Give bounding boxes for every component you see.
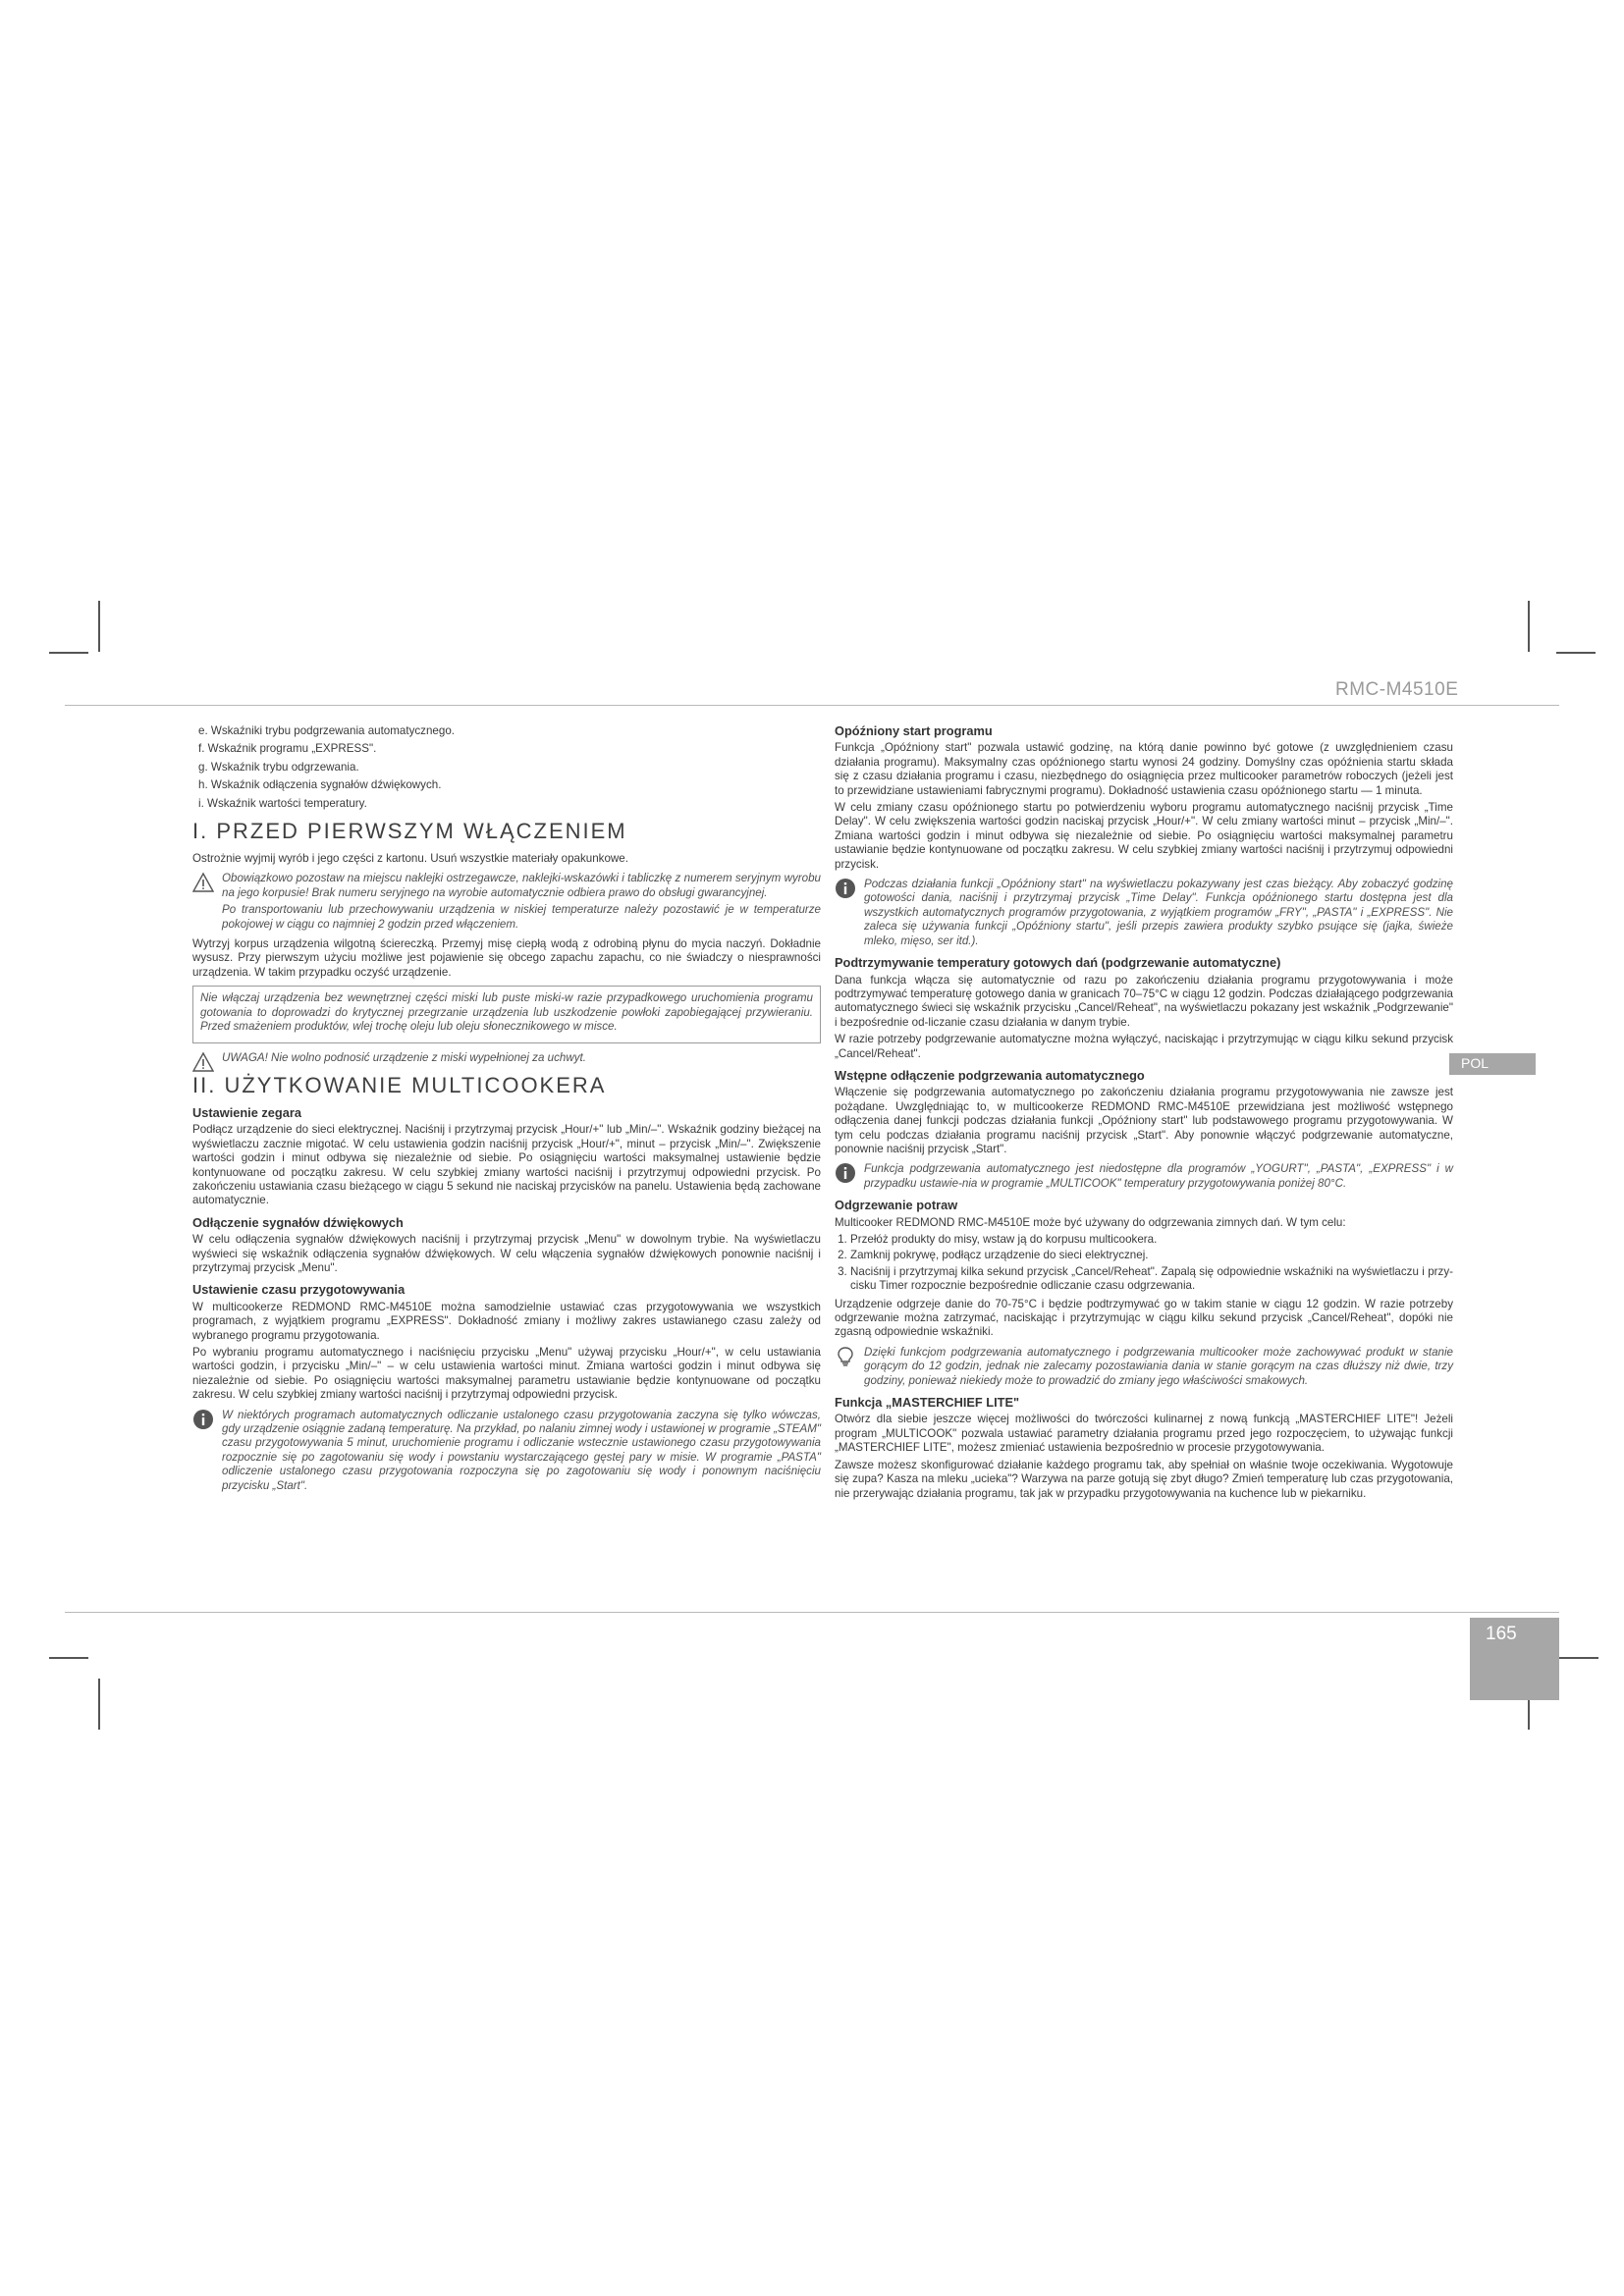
info-text: W niektórych programach automatycznych odliczanie ustalonego czasu przygotowania zaczyna się tylko wówczas, gdy urządzenie osiągnie zadaną temperaturę. Na przykład, po nalaniu zimnej wody i ustawionej w programie „STEAM" czasu przygotowywania 5 minut, uruchomienie programu i odliczanie wstecznie ustawionego czasu przygotowywania rozpocznie się po zagotowaniu się wody i powstaniu wystarczającego gęstej pary w misie. W programie „PASTA" odliczenie ustalonego czasu przygotowania rozpoczyna się po zagotowaniu się wody i ponownym naciśnięciu przycisku „Start". — [222, 1408, 821, 1492]
paragraph: W celu zmiany czasu opóźnionego startu po potwierdzeniu wyboru programu automatycznego naciśnij przycisk „Time Delay". W celu zwiększenia wartości godzin naciskaj przycisk „Hour/+". W celu zmiany wartości minut – przycisk „Min/–". Zmiana wartości godzin i minut odbywa się niezależnie od siebie. Po osiągnięciu wartości maksymalnej parametru ustawianie będzie kontynuowane od początku zakresu. W celu szybkiej zmiany wartości naciśnij i przytrzymuj odpowiedni przycisk. — [835, 801, 1453, 871]
indicator-list — [192, 724, 821, 811]
subsection-title: Funkcja „MASTERCHIEF LITE" — [835, 1395, 1020, 1411]
info-text: Podczas działania funkcji „Opóźniony start" na wyświetlaczu pokazywany jest czas bieżący. Aby zobaczyć godzinę gotowości dania, naciśnij i przytrzymaj przycisk „Time Delay". Funkcja opóźnionego startu dostępna jest dla wszystkich automatycznych programów przygotowania, z wyjątkiem programów „FRY", „PASTA" i „EXPRESS". Nie zaleca się używania funkcji „Opóźniony startu", jeśli przepis zawiera produkty szybko psujące się (jajka, świeże mleko, mięso, ser itd.). — [864, 878, 1453, 947]
subsection-title: Podtrzymywanie temperatury gotowych dań (podgrzewanie automatyczne) — [835, 955, 1281, 971]
list-item: e. Wskaźniki trybu podgrzewania automatycznego. — [198, 724, 455, 737]
list-item: i. Wskaźnik wartości temperatury. — [198, 796, 367, 810]
lightbulb-icon — [835, 1346, 856, 1367]
info-note — [835, 878, 1453, 948]
list-item: 2. Zamknij pokrywę, podłącz urządzenie do sieci elektrycznej. — [850, 1249, 1453, 1262]
language-tab-label: POL — [1461, 1055, 1489, 1071]
subsection-title: Odgrzewanie potraw — [835, 1198, 958, 1213]
header-rule — [65, 705, 1559, 706]
paragraph: W multicookerze REDMOND RMC-M4510E można samodzielnie ustawiać czas przygotowywania we wszystkich programach, z wyjątkiem programu „EXPRESS". Dokładność zmiany i możliwy zakres ustawianego czasu zależy od wybranego programu przygotowania. — [192, 1300, 821, 1342]
info-icon — [835, 878, 856, 899]
boxed-warning — [192, 986, 821, 1042]
crop-mark — [98, 1679, 100, 1730]
info-icon — [192, 1409, 214, 1430]
crop-mark — [1528, 601, 1530, 652]
paragraph: Podłącz urządzenie do sieci elektrycznej. Naciśnij i przytrzymaj przycisk „Hour/+" lub „Min/–". Wskaźnik godziny bieżącej na wyświetlaczu zacznie migotać. W celu ustawienia godzin naciśnij przycisk „Hour/+", minut – przycisk „Min/–". Zwiększenie wartości godzin i minut odbywa się niezależnie od siebie. Po osiągnięciu wartości maksymalnej ustawienie będzie kontynuowane od początku zakresu. W celu szybkiej zmiany wartości naciśnij i przytrzymuj odpowiedni przycisk. Po zakończeniu ustawiania czasu bieżącego w ciągu 5 sekund nie naciskaj przycisków na panelu. Ustawienia będą zachowane automatycznie. — [192, 1123, 821, 1207]
info-icon — [835, 1162, 856, 1184]
subsection-title: Odłączenie sygnałów dźwiękowych — [192, 1214, 404, 1230]
crop-mark — [1559, 1657, 1598, 1659]
boxed-warning-text: Nie włączaj urządzenia bez wewnętrznej części miski lub puste miski-w razie przypadkowego uruchomienia programu gotowania to doprowadzi do krytycznej przegrzanie urządzenia lub uszkodzenie powłoki zapobiegającej przywieraniu. Przed smażeniem produktów, wlej trochę oleju lub oleju słonecznikowego w misce. — [200, 991, 813, 1034]
tip-note — [835, 1346, 1453, 1388]
paragraph: Po wybraniu programu automatycznego i naciśnięciu przycisku „Menu" używaj przycisku „Hour/+", w celu ustawiania wartości godzin, i przycisku „Min/–" – w celu ustawienia wartości minut. Zmiana wartości godzin i minut odbywa się niezależnie od siebie. Po osiągnięciu wartości maksymalnej parametru ustawianie będzie kontynuowane od początku zakresu. W celu szybkiej zmiany wartości naciśnij i przytrzymaj odpowiedni przycisk. — [192, 1346, 821, 1402]
info-text: Funkcja podgrzewania automatycznego jest niedostępne dla programów „YOGURT", „PASTA", „EXPRESS" i w przypadku ustawie-nia w programie „MULTICOOK" temperatury przygotowywania poniżej 80°C. — [864, 1162, 1453, 1190]
paragraph: Ostrożnie wyjmij wyrób i jego części z kartonu. Usuń wszystkie materiały opakunkowe. — [192, 852, 628, 866]
section-title: II. UŻYTKOWANIE MULTICOOKERA — [192, 1072, 607, 1097]
list-item: g. Wskaźnik trybu odgrzewania. — [198, 760, 359, 774]
warning-text: Po transportowaniu lub przechowywaniu urządzenia w niskiej temperaturze należy pozostawić je w temperaturze pokojowej w ciągu co najmniej 2 godzin przed włączeniem. — [222, 903, 821, 931]
model-header: RMC-M4510E — [1335, 679, 1459, 700]
warning-icon — [192, 1051, 214, 1073]
subsection-title: Wstępne odłączenie podgrzewania automatycznego — [835, 1067, 1145, 1083]
paragraph: Dana funkcja włącza się automatycznie od razu po zakończeniu działania programu przygotowywania i może podtrzymywać temperaturę gotowego dania w granicach 70–75°C w ciągu 12 godzin. Podczas działającego podgrzewania automatycznego świeci się wskaźnik przycisku „Cancel/Reheat", na wyświetlaczu pokazany jest wskaźnik „Podgrzewanie" i bezpośrednie od-liczanie czasu działania w danym trybie. — [835, 973, 1453, 1029]
section-title: I. PRZED PIERWSZYM WŁĄCZENIEM — [192, 819, 627, 844]
subsection-title: Ustawienie zegara — [192, 1104, 301, 1120]
right-column — [835, 724, 1453, 1504]
paragraph: Otwórz dla siebie jeszcze więcej możliwości do twórczości kulinarnej z nową funkcją „MASTERCHIEF LITE"! Jeżeli program „MULTICOOK" pozwala ustawiać parametry działania programu przed jego rozpoczęciem, to używając funkcji „MASTERCHIEF LITE", możesz zmieniać ustawienia bezpośrednio w procesie przygotowywania. — [835, 1413, 1453, 1455]
tip-text: Dzięki funkcjom podgrzewania automatycznego i podgrzewania multicooker może zachowywać produkt w stanie gorącym do 12 godzin, jednak nie zalecamy pozostawiania dania w stanie gorącym na czas dłuższy niż dwie, trzy godziny, ponieważ niekiedy może to prowadzić do zmiany jego właściwości smakowych. — [864, 1345, 1453, 1387]
paragraph: Multicooker REDMOND RMC-M4510E może być używany do odgrzewania zimnych dań. W tym celu: — [835, 1215, 1346, 1229]
paragraph: Funkcja „Opóźniony start" pozwala ustawić godzinę, na którą danie powinno być gotowe (z uwzględnieniem czasu działania programu). Maksymalny czas opóźnionego startu wynosi 24 godziny. Domyślny czas opóźnienia startu składa się z czasu działania programu i czasu, niezbędnego do osiągnięcia przez multicooker parametrów roboczych (jeżeli jest to przewidziane ustawieniami fabrycznymi programu). Dokładność ustawienia czasu opóźnionego startu — 1 minuta. — [835, 741, 1453, 797]
page-number: 165 — [1486, 1624, 1517, 1644]
warning-text: UWAGA! Nie wolno podnosić urządzenie z miski wypełnionej za uchwyt. — [222, 1050, 586, 1064]
list-item: f. Wskaźnik programu „EXPRESS". — [198, 742, 377, 756]
warning-text: Obowiązkowo pozostaw na miejscu naklejki ostrzegawcze, naklejki-wskazówki i tabliczkę z numerem seryjnym wyrobu na jego korpusie! Brak numeru seryjnego na wyrobie automatycznie odbiera prawo do obsługi gwarancyjnej. — [222, 872, 821, 899]
warning-note — [192, 1051, 821, 1065]
left-column — [192, 724, 821, 1499]
paragraph: Włączenie się podgrzewania automatycznego po zakończeniu działania programu przygotowywania nie zawsze jest pożądane. Uwzględniając to, w multicookerze REDMOND RMC-M4510E przewidziana jest możliwość wstępnego odłączenia danej funkcji podczas działania funkcji „Opóźniony start" lub podstawowego programu przygotowywania. W tym celu podczas działania programu naciśnij przycisk „Start". Aby ponownie włączyć podgrzewanie automatyczne, ponownie naciśnij przycisk „Start". — [835, 1086, 1453, 1155]
reheat-steps — [835, 1233, 1453, 1294]
list-item: 3. Naciśnij i przytrzymaj kilka sekund przycisk „Cancel/Reheat". Zapalą się odpowiednie wskaźniki na wyświetlaczu i przy-cisku Timer rozpocznie bezpośrednie odliczanie czasu odgrzewania. — [850, 1265, 1453, 1294]
subsection-title: Opóźniony start programu — [835, 723, 993, 738]
list-item: 1. Przełóż produkty do misy, wstaw ją do korpusu multicookera. — [850, 1233, 1453, 1247]
language-tab — [1449, 1053, 1536, 1075]
footer-rule — [65, 1612, 1559, 1613]
paragraph: Urządzenie odgrzeje danie do 70-75°C i będzie podtrzymywać go w takim stanie w ciągu 12 godzin. W razie potrzeby odgrzewanie można zatrzymać, naciskając i przytrzymując w ciągu kilku sekund przycisk „Cancel/Reheat", dopóki nie zgasną odpowiednie wskaźniki. — [835, 1297, 1453, 1339]
subsection-title: Ustawienie czasu przygotowywania — [192, 1282, 406, 1298]
paragraph: W celu odłączenia sygnałów dźwiękowych naciśnij i przytrzymaj przycisk „Menu" w dowolnym trybie. Na wyświetlaczu wyświeci się wskaźnik odłączenia sygnałów dźwiękowych. W celu włączenia sygnałów dźwiękowych ponownie naciśnij i przytrzymaj przycisk „Menu". — [192, 1233, 821, 1274]
info-note — [835, 1162, 1453, 1191]
crop-mark — [98, 601, 100, 652]
warning-icon — [192, 872, 214, 893]
crop-mark — [49, 652, 88, 654]
info-note — [192, 1409, 821, 1493]
crop-mark — [49, 1657, 88, 1659]
paragraph: Wytrzyj korpus urządzenia wilgotną ściereczką. Przemyj misę ciepłą wodą z odrobiną płynu do mycia naczyń. Dokładnie wysusz. Przy pierwszym użyciu możliwe jest pojawienie się obcego zapachu zapachu, co nie świadczy o niesprawności urządzenia. W takim przypadku oczyść urządzenie. — [192, 937, 821, 979]
paragraph: Zawsze możesz skonfigurować działanie każdego programu tak, aby spełniał on właśnie twoje oczekiwania. Wygotowuje się zupa? Kasza na mleku „ucieka"? Warzywa na parze gotują się zbyt długo? Zmień temperaturę lub czas przygotowania, nie przerywając działania programu, tak jak w przypadku przygotowywania na kuchence lub w piekarniku. — [835, 1458, 1453, 1500]
crop-mark — [1556, 652, 1596, 654]
page-number-box — [1470, 1618, 1559, 1700]
paragraph: W razie potrzeby podgrzewanie automatyczne można wyłączyć, naciskając i przytrzymując w ciągu kilku sekund przycisk „Cancel/Reheat". — [835, 1033, 1453, 1060]
warning-note — [192, 872, 821, 932]
list-item: h. Wskaźnik odłączenia sygnałów dźwiękowych. — [198, 778, 442, 792]
